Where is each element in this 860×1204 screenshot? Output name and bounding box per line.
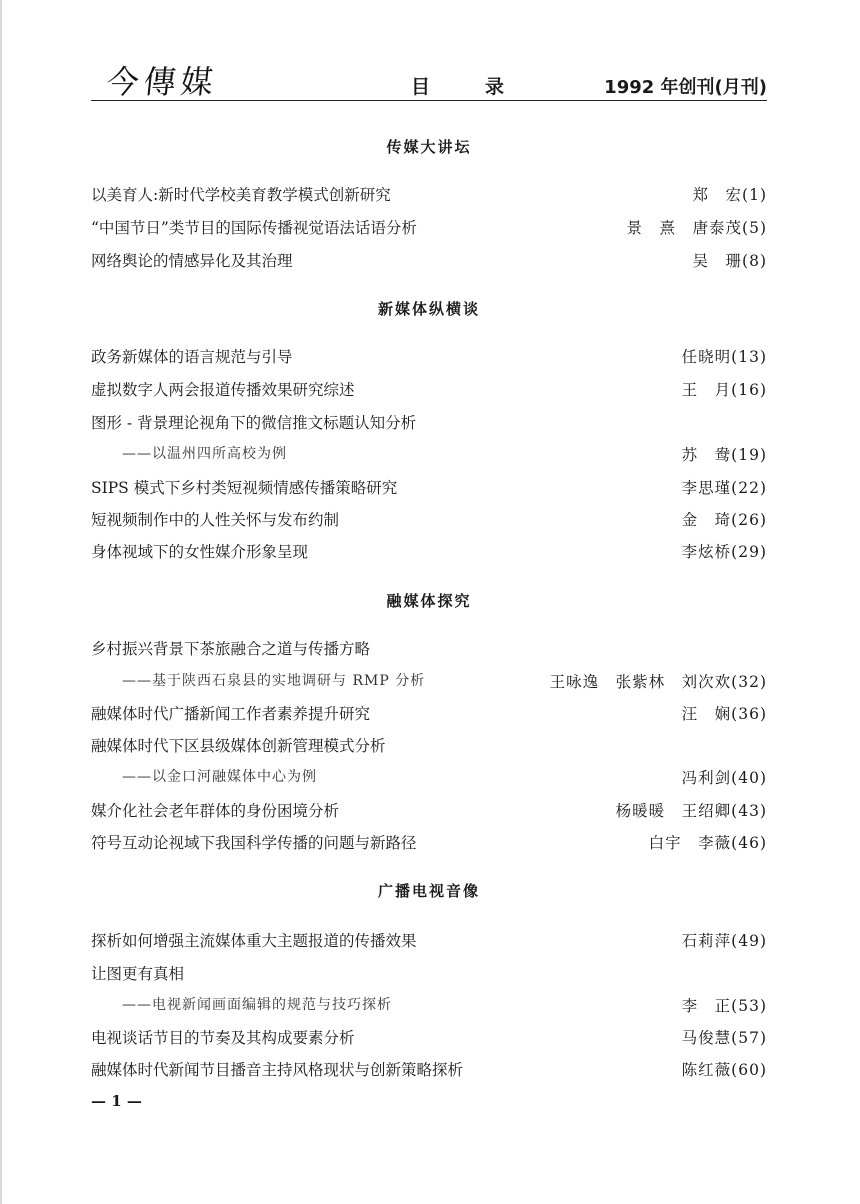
entry-authors-page: 石莉萍(49) xyxy=(681,932,767,950)
toc-entry[interactable] xyxy=(91,540,767,564)
entry-title: 短视频制作中的人性关怀与发布约制 xyxy=(91,511,340,529)
toc-entry[interactable] xyxy=(91,345,767,369)
toc-entry[interactable] xyxy=(91,476,767,500)
entry-title: 让图更有真相 xyxy=(91,965,185,983)
entry-authors-page: 白宇 李薇(46) xyxy=(648,834,767,852)
toc-entry[interactable] xyxy=(91,1058,767,1082)
page-edge-rule xyxy=(0,0,2,1204)
entry-title: 乡村振兴背景下茶旅融合之道与传播方略 xyxy=(91,640,371,658)
page-title: 目 录 xyxy=(411,76,523,98)
entry-title: 图形 - 背景理论视角下的微信推文标题认知分析 xyxy=(91,414,417,432)
entry-subtitle: ——以温州四所高校为例 xyxy=(122,446,287,462)
entry-title: “中国节日”类节目的国际传播视觉语法话语分析 xyxy=(91,219,417,237)
toc-entry[interactable] xyxy=(91,443,767,467)
section-title: 融媒体探究 xyxy=(386,592,472,610)
toc-entry[interactable] xyxy=(91,1026,767,1050)
entry-authors-page: 李思瑾(22) xyxy=(681,479,767,497)
toc-entry[interactable] xyxy=(91,249,767,273)
entry-authors-page: 金 琦(26) xyxy=(681,511,767,529)
entry-authors-page: 李 正(53) xyxy=(681,997,767,1015)
toc-entry[interactable] xyxy=(91,378,767,402)
toc-entry[interactable] xyxy=(91,766,767,790)
entry-title: 网络舆论的情感异化及其治理 xyxy=(91,252,293,270)
entry-authors-page: 任晓明(13) xyxy=(681,348,767,366)
toc-entry[interactable] xyxy=(91,929,767,953)
toc-entry[interactable] xyxy=(91,637,767,661)
entry-authors-page: 冯利剑(40) xyxy=(681,769,767,787)
toc-entry[interactable] xyxy=(91,831,767,855)
page-header xyxy=(91,52,767,101)
toc-entry[interactable] xyxy=(91,183,767,207)
toc-entry[interactable] xyxy=(91,216,767,240)
entry-authors-page: 苏 鸯(19) xyxy=(681,446,767,464)
entry-title: SIPS 模式下乡村类短视频情感传播策略研究 xyxy=(91,479,398,497)
entry-title: 探析如何增强主流媒体重大主题报道的传播效果 xyxy=(91,932,417,950)
publication-info: 1992 年创刊(月刊) xyxy=(604,77,767,98)
entry-title: 以美育人:新时代学校美育教学模式创新研究 xyxy=(91,186,391,204)
toc-entry[interactable] xyxy=(91,670,767,694)
entry-title: 融媒体时代广播新闻工作者素养提升研究 xyxy=(91,705,371,723)
entry-authors-page: 马俊慧(57) xyxy=(681,1029,767,1047)
toc-entry[interactable] xyxy=(91,702,767,726)
entry-authors-page: 陈红薇(60) xyxy=(681,1061,767,1079)
entry-title: 融媒体时代新闻节目播音主持风格现状与创新策略探析 xyxy=(91,1061,464,1079)
entry-authors-page: 吴 珊(8) xyxy=(692,252,767,270)
section-title: 新媒体纵横谈 xyxy=(377,300,480,318)
entry-subtitle: ——基于陕西石泉县的实地调研与 RMP 分析 xyxy=(122,673,426,689)
toc-entry[interactable] xyxy=(91,508,767,532)
entry-authors-page: 王 月(16) xyxy=(681,381,767,399)
section-title: 广播电视音像 xyxy=(377,882,480,900)
entry-authors-page: 杨暖暖 王绍卿(43) xyxy=(615,802,767,820)
entry-title: 身体视域下的女性媒介形象呈现 xyxy=(91,543,309,561)
entry-subtitle: ——以金口河融媒体中心为例 xyxy=(122,769,317,785)
entry-title: 媒介化社会老年群体的身份困境分析 xyxy=(91,802,340,820)
toc-entry[interactable] xyxy=(91,411,767,435)
toc-entry[interactable] xyxy=(91,994,767,1018)
toc-entry[interactable] xyxy=(91,962,767,986)
journal-logo: 今傳媒 xyxy=(104,63,220,101)
entry-title: 符号互动论视域下我国科学传播的问题与新路径 xyxy=(91,834,417,852)
entry-title: 融媒体时代下区县级媒体创新管理模式分析 xyxy=(91,737,386,755)
section-title: 传媒大讲坛 xyxy=(386,138,472,156)
toc-entry[interactable] xyxy=(91,799,767,823)
entry-authors-page: 王咏逸 张紫林 刘次欢(32) xyxy=(549,673,767,691)
entry-authors-page: 李炫桥(29) xyxy=(681,543,767,561)
entry-subtitle: ——电视新闻画面编辑的规范与技巧探析 xyxy=(122,997,392,1013)
entry-authors-page: 汪 娴(36) xyxy=(681,705,767,723)
page-number: — 1 — xyxy=(91,1092,142,1110)
entry-authors-page: 郑 宏(1) xyxy=(692,186,767,204)
entry-title: 政务新媒体的语言规范与引导 xyxy=(91,348,293,366)
entry-title: 电视谈话节目的节奏及其构成要素分析 xyxy=(91,1029,355,1047)
entry-authors-page: 景 熹 唐泰茂(5) xyxy=(626,219,767,237)
entry-title: 虚拟数字人两会报道传播效果研究综述 xyxy=(91,381,355,399)
toc-entry[interactable] xyxy=(91,734,767,758)
